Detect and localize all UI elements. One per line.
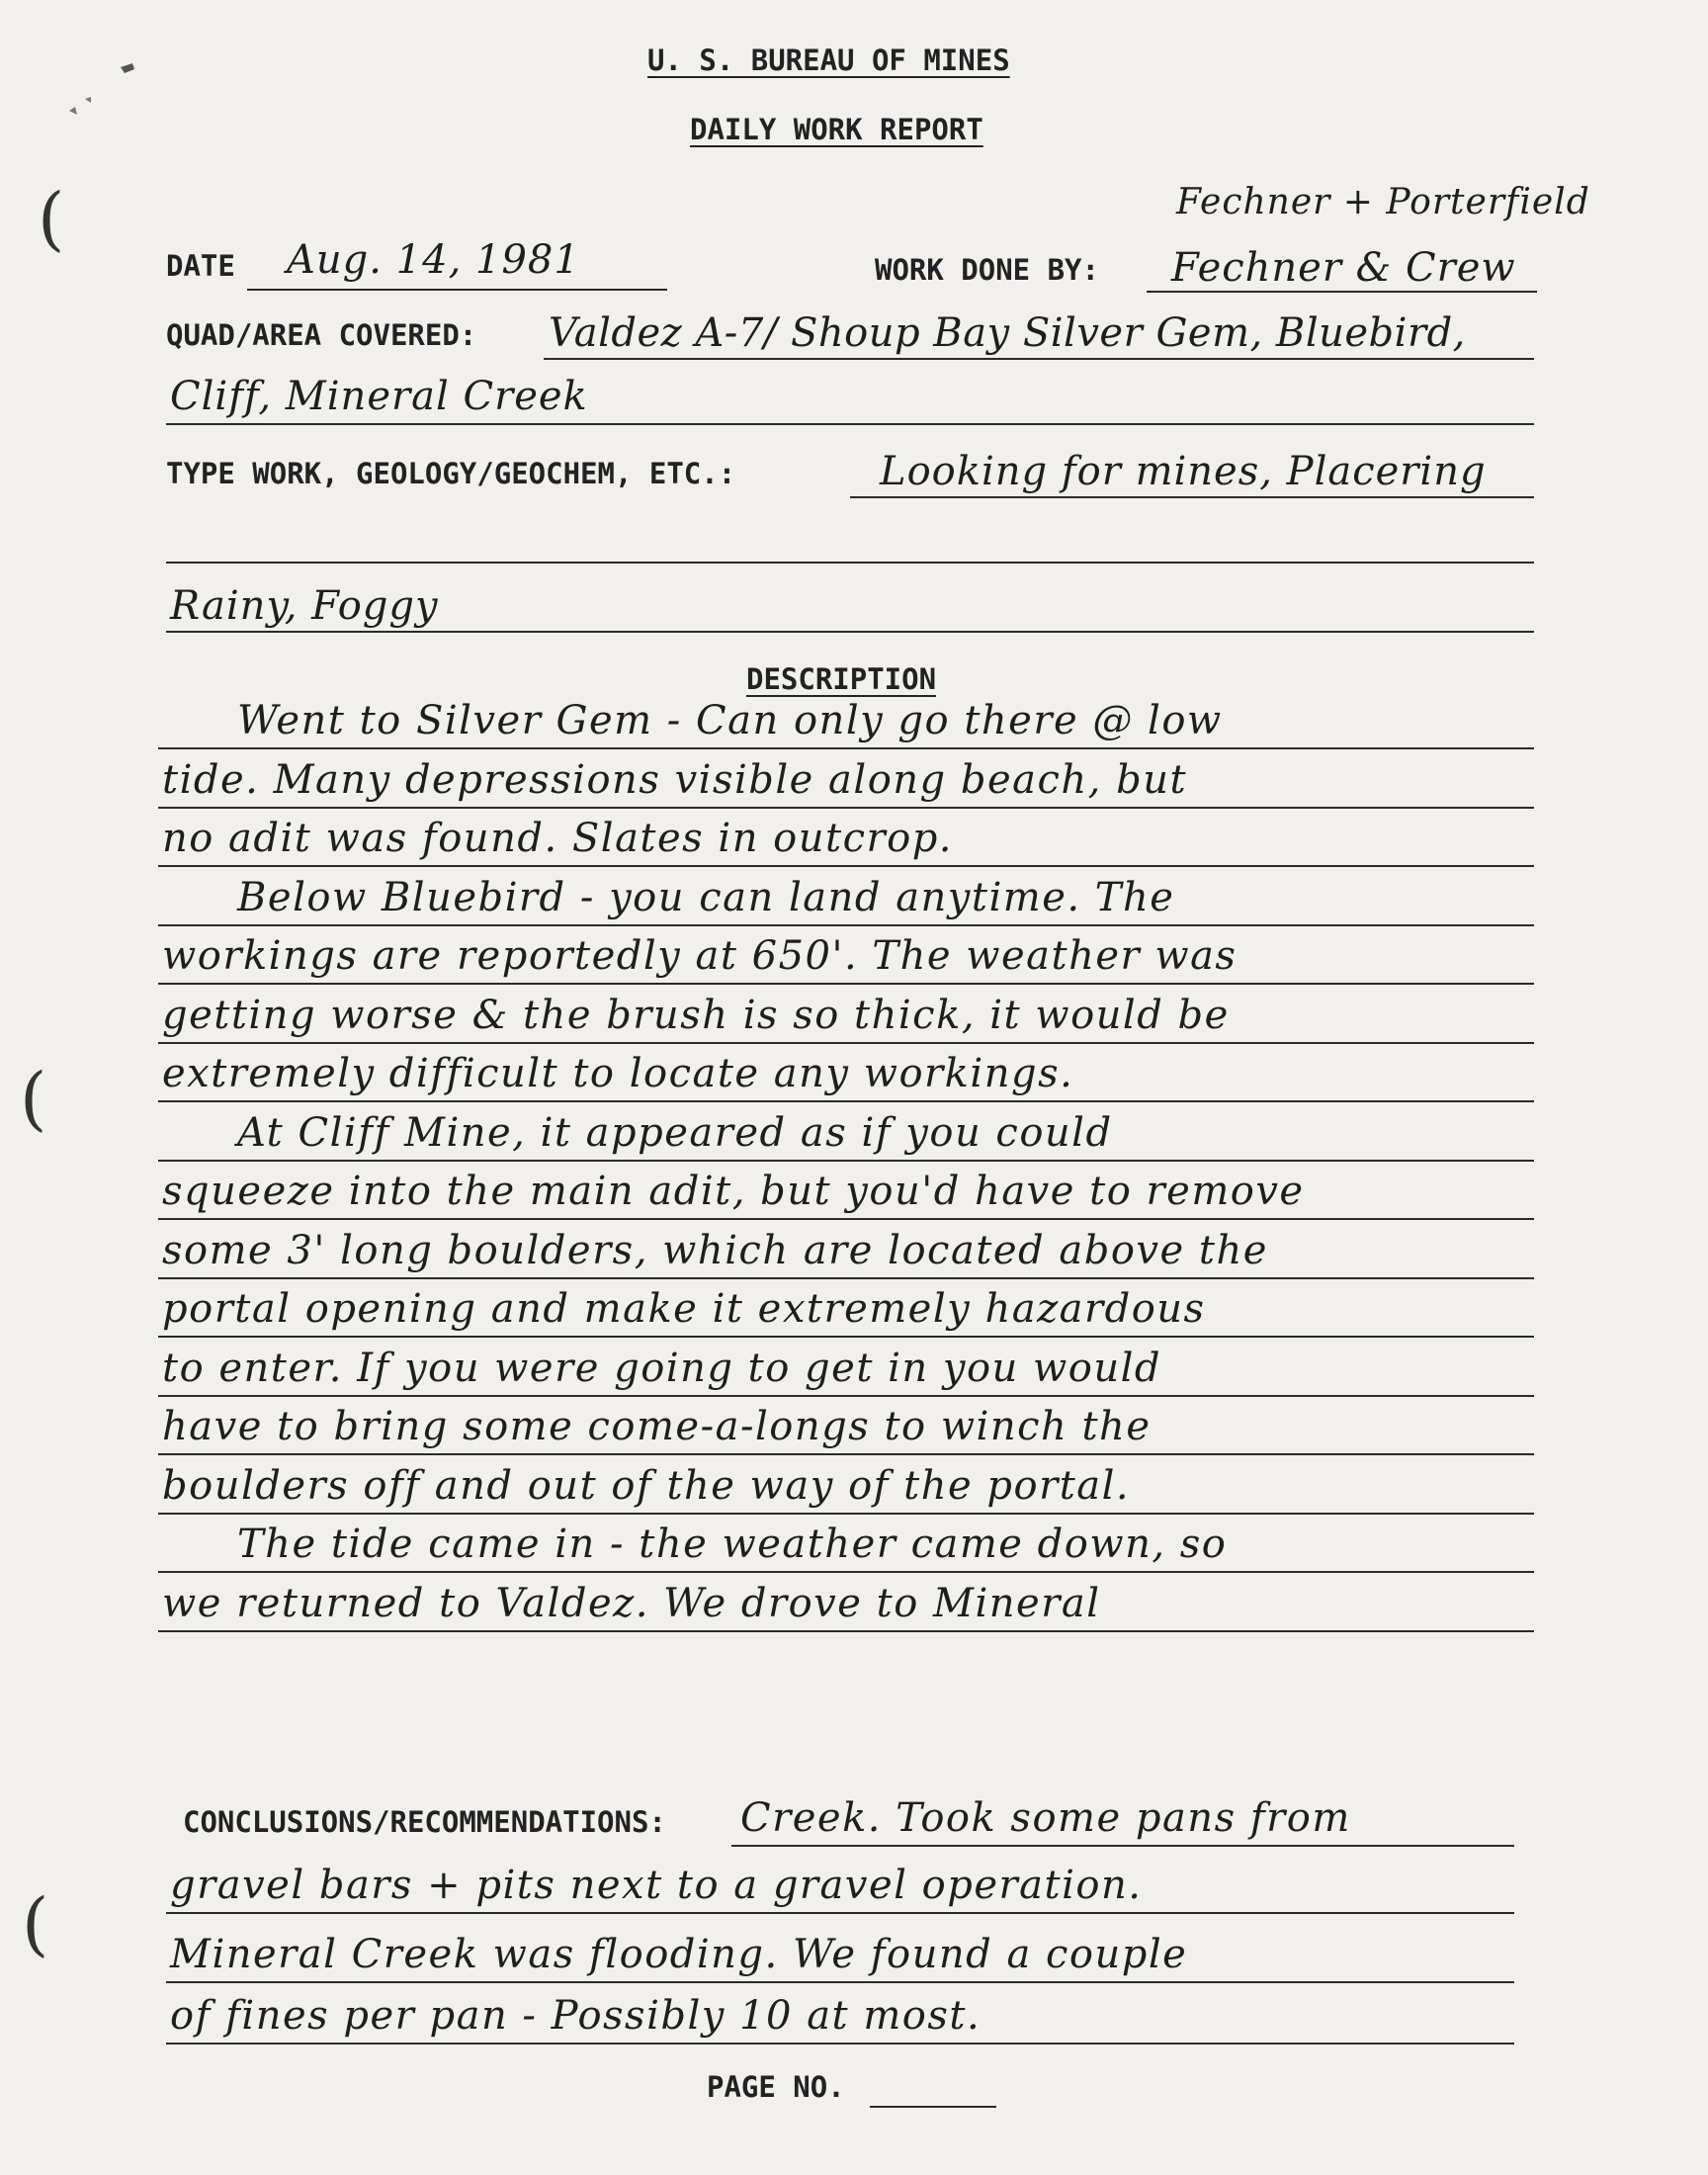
description-label: DESCRIPTION <box>746 662 937 696</box>
description-rule <box>158 1160 1534 1162</box>
description-rule <box>158 1218 1534 1220</box>
description-rule <box>158 1100 1534 1102</box>
conclusions-rule <box>166 2043 1514 2044</box>
weather-value: Rainy, Foggy <box>170 583 439 629</box>
type-work-value: Looking for mines, Placering <box>880 449 1487 494</box>
description-line: extremely difficult to locate any workings. <box>162 1051 1074 1096</box>
binder-mark-top: ( <box>38 178 65 259</box>
weather-underline <box>166 631 1534 633</box>
conclusions-rule <box>166 1981 1514 1983</box>
work-done-by-value: Fechner & Crew <box>1171 245 1516 291</box>
quad-area-underline-2 <box>166 423 1534 425</box>
description-line: some 3' long boulders, which are located above the <box>162 1227 1268 1273</box>
quad-area-value-2: Cliff, Mineral Creek <box>170 374 588 419</box>
description-rule <box>158 1336 1534 1338</box>
description-rule <box>158 1571 1534 1573</box>
smudge-mark <box>51 59 150 129</box>
quad-area-underline-1 <box>544 358 1534 360</box>
description-rule <box>158 1453 1534 1455</box>
date-value: Aug. 14, 1981 <box>287 237 580 283</box>
description-rule <box>158 807 1534 809</box>
conclusions-rule <box>731 1845 1514 1847</box>
date-underline <box>247 289 667 291</box>
description-rule <box>158 865 1534 867</box>
description-rule <box>158 1513 1534 1515</box>
description-line: to enter. If you were going to get in you would <box>162 1345 1162 1391</box>
description-line: At Cliff Mine, it appeared as if you could <box>237 1109 1113 1156</box>
conclusions-line: Mineral Creek was flooding. We found a couple <box>170 1932 1188 1977</box>
type-work-underline-1 <box>850 496 1534 498</box>
type-work-label: TYPE WORK, GEOLOGY/GEOCHEM, ETC.: <box>166 457 736 490</box>
conclusions-line: gravel bars + pits next to a gravel operation. <box>170 1863 1143 1908</box>
quad-area-label: QUAD/AREA COVERED: <box>166 318 477 352</box>
description-rule <box>158 1395 1534 1397</box>
description-line: Below Bluebird - you can land anytime. The <box>237 874 1175 920</box>
binder-mark-bottom: ( <box>22 1883 49 1964</box>
page-number-underline <box>870 2106 996 2108</box>
description-line: tide. Many depressions visible along beach, but <box>162 756 1188 803</box>
description-line: workings are reportedly at 650'. The weather was <box>162 933 1238 979</box>
conclusions-line: Creek. Took some pans from <box>740 1795 1351 1841</box>
description-rule <box>158 1630 1534 1632</box>
description-line: have to bring some come-a-longs to winch the <box>162 1404 1152 1449</box>
description-line: The tide came in - the weather came down, so <box>237 1522 1228 1567</box>
quad-area-value-1: Valdez A-7/ Shoup Bay Silver Gem, Bluebird, <box>549 310 1466 356</box>
description-rule <box>158 1042 1534 1044</box>
description-line: portal opening and make it extremely hazardous <box>162 1286 1206 1332</box>
page-number-label: PAGE NO. <box>707 2070 845 2104</box>
top-note: Fechner + Porterfield <box>1176 182 1590 222</box>
type-work-underline-2 <box>166 562 1534 564</box>
description-rule <box>158 747 1534 749</box>
description-rule <box>158 1277 1534 1279</box>
report-title: DAILY WORK REPORT <box>690 113 983 146</box>
description-line: Went to Silver Gem - Can only go there @ low <box>237 698 1223 743</box>
work-done-by-label: WORK DONE BY: <box>875 253 1099 287</box>
conclusions-line: of fines per pan - Possibly 10 at most. <box>170 1993 982 2039</box>
agency-title: U. S. BUREAU OF MINES <box>647 44 1010 77</box>
description-line: no adit was found. Slates in outcrop. <box>162 816 954 861</box>
description-line: boulders off and out of the way of the portal. <box>162 1462 1131 1509</box>
description-rule <box>158 983 1534 985</box>
description-line: we returned to Valdez. We drove to Mineral <box>162 1580 1101 1626</box>
description-rule <box>158 924 1534 926</box>
description-line: squeeze into the main adit, but you'd have to remove <box>162 1169 1305 1214</box>
binder-mark-middle: ( <box>20 1058 47 1139</box>
description-line: getting worse & the brush is so thick, it would be <box>162 992 1230 1038</box>
date-label: DATE <box>166 249 235 283</box>
conclusions-rule <box>166 1912 1514 1914</box>
work-done-by-underline <box>1147 291 1537 293</box>
conclusions-label: CONCLUSIONS/RECOMMENDATIONS: <box>183 1805 666 1839</box>
